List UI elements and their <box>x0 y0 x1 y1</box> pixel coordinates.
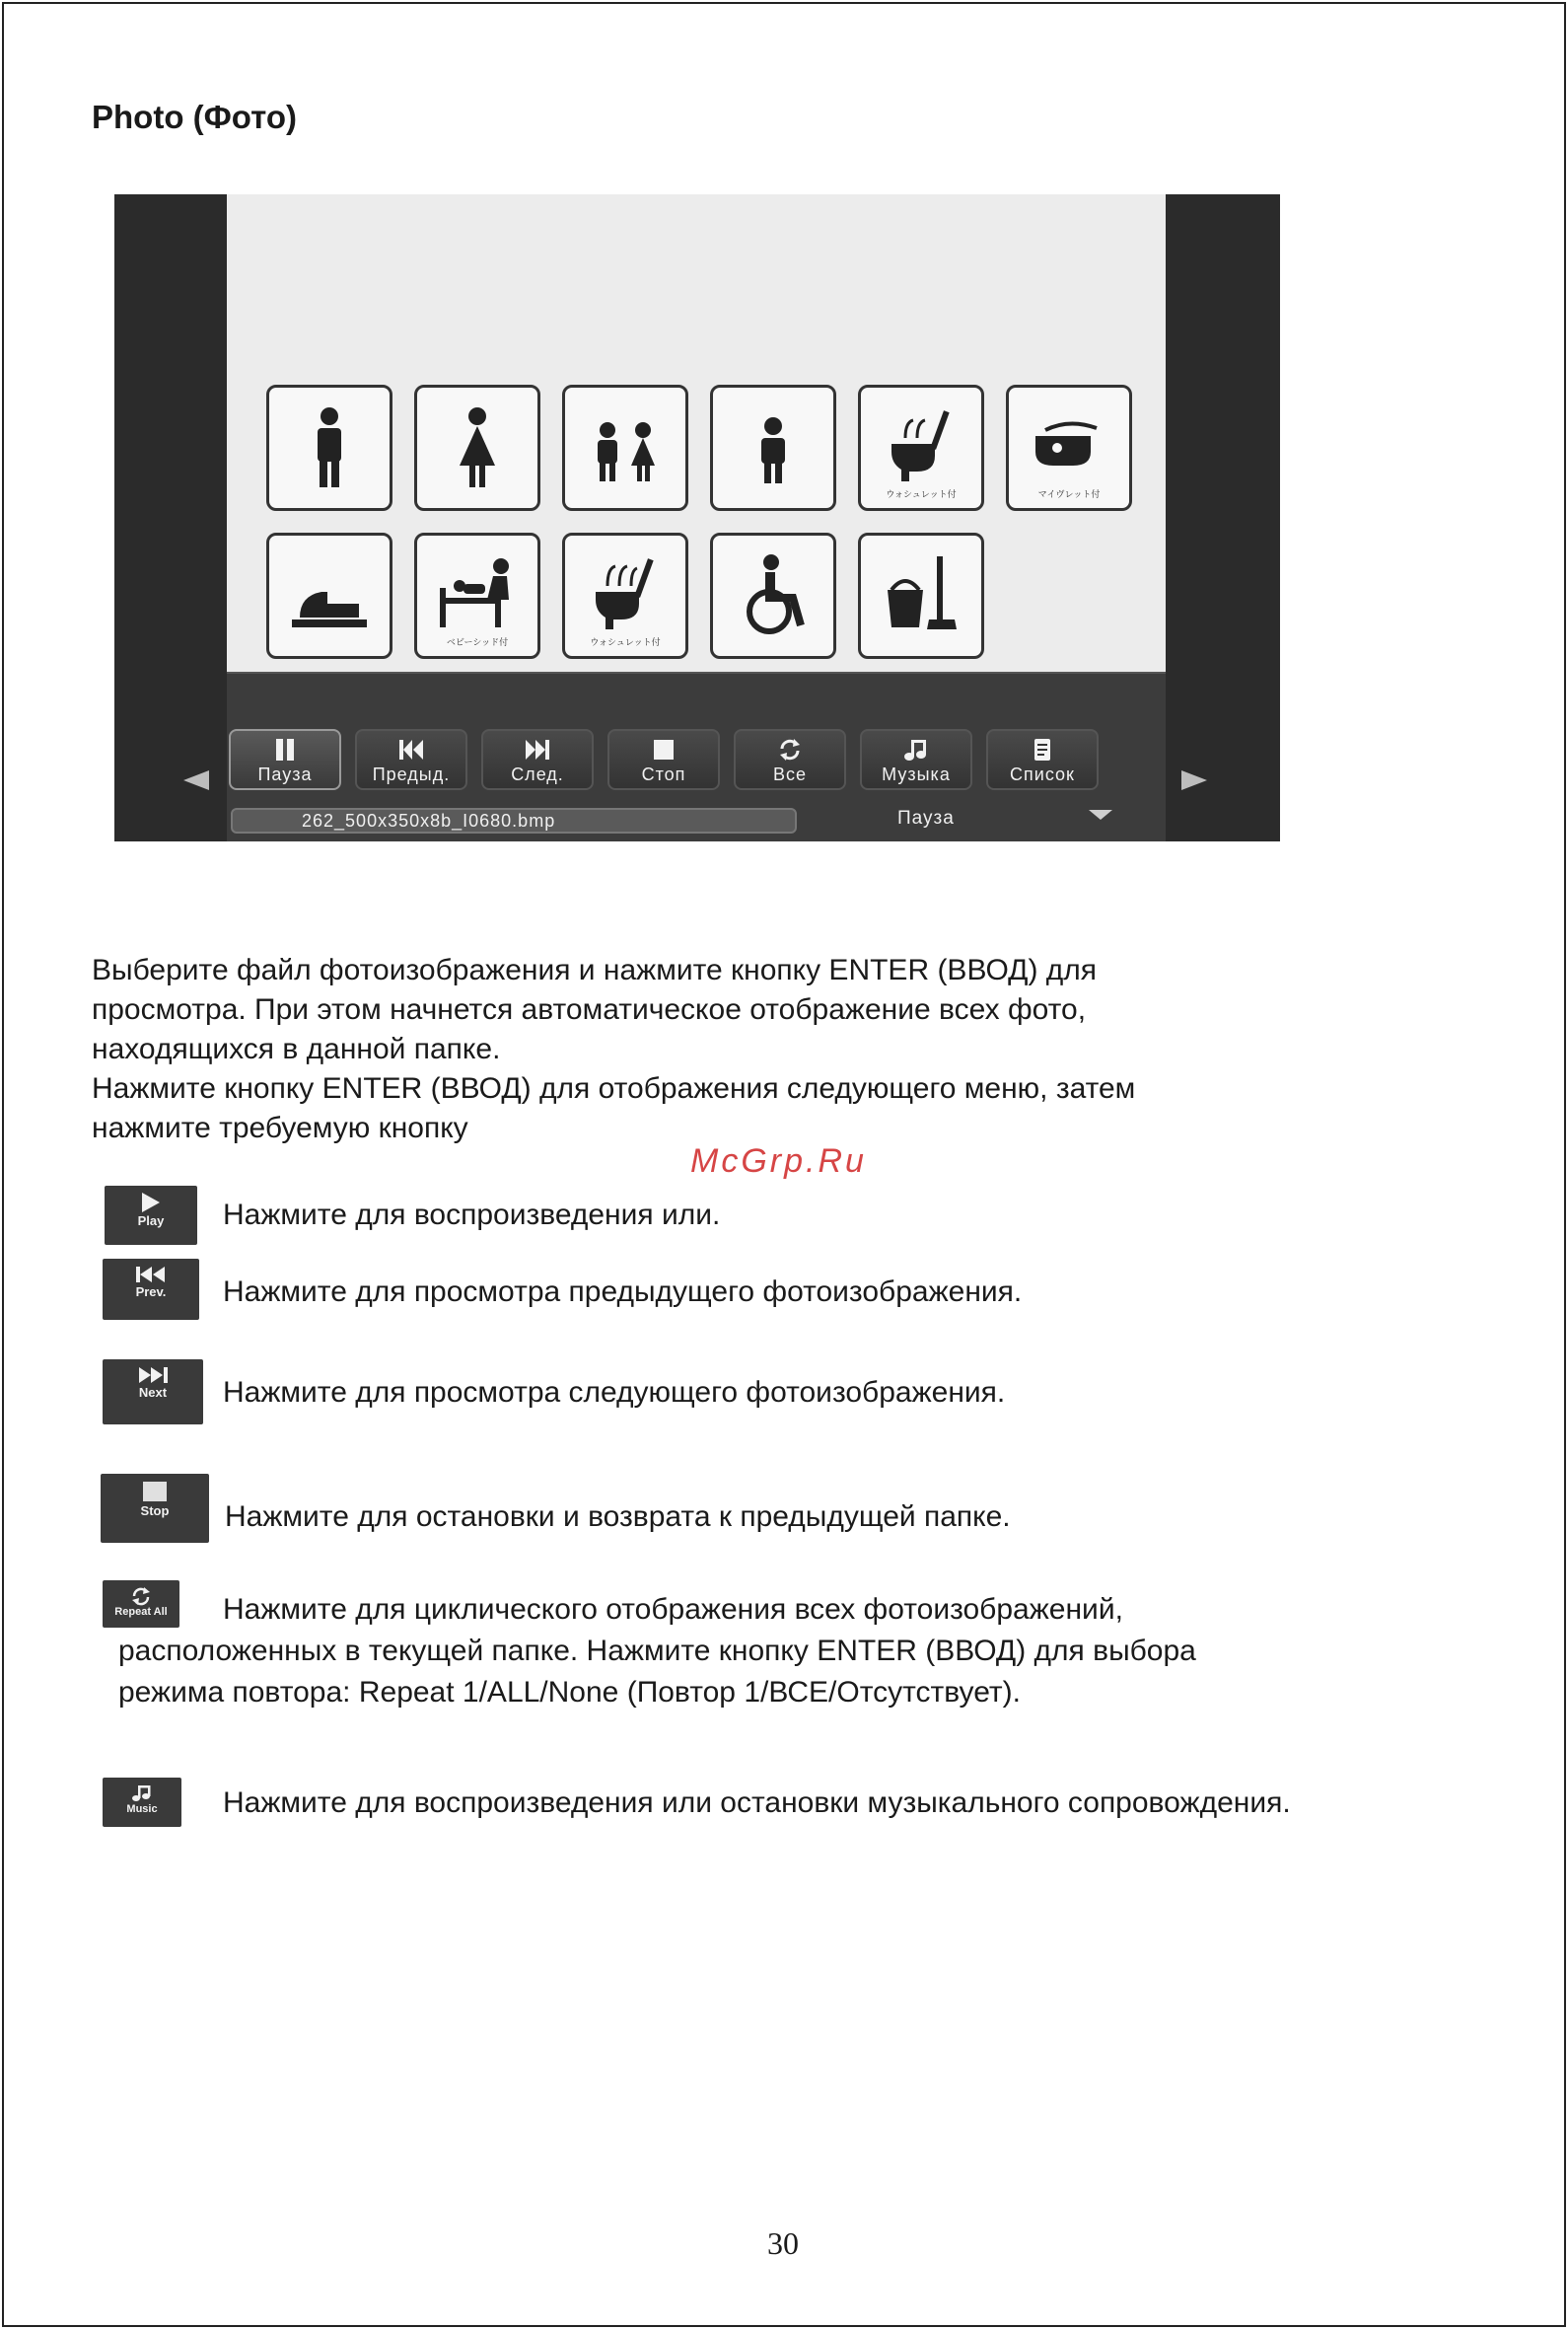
skip-next-icon <box>483 731 592 764</box>
prev-description: Нажмите для просмотра предыдущего фотоизображения. <box>223 1275 1023 1308</box>
music-legend-button <box>103 1778 181 1827</box>
music-description: Нажмите для воспроизведения или остановки музыкального сопровождения. <box>223 1786 1291 1819</box>
intro-line-2: просмотра. При этом начнется автоматическое отображение всех фото, <box>92 993 1087 1026</box>
repeat-all-button[interactable] <box>734 729 846 790</box>
play-description: Нажмите для воспроизведения или. <box>223 1199 721 1231</box>
repeat-icon <box>736 731 844 764</box>
play-icon <box>138 1192 164 1213</box>
child-sign-icon <box>710 385 836 511</box>
repeat-all-caption: Repeat All <box>114 1606 168 1618</box>
next-button[interactable] <box>481 729 594 790</box>
left-letterbox <box>114 194 227 841</box>
stop-label: Стоп <box>641 764 686 784</box>
bidet-sign-icon <box>1006 385 1132 511</box>
skip-next-icon <box>135 1365 171 1385</box>
washlet-toilet-sign-icon <box>858 385 984 511</box>
skip-previous-icon <box>133 1265 169 1284</box>
photo-display <box>227 194 1166 672</box>
pause-icon <box>231 731 339 764</box>
music-button[interactable] <box>860 729 972 790</box>
stop-legend-button <box>101 1474 209 1543</box>
scroll-right-arrow-icon[interactable] <box>1181 770 1207 790</box>
stop-icon <box>140 1480 170 1503</box>
intro-line-5: нажмите требуемую кнопку <box>92 1112 468 1144</box>
stop-description: Нажмите для остановки и возврата к предыдущей папке. <box>225 1500 1011 1533</box>
scroll-left-arrow-icon[interactable] <box>183 770 209 790</box>
expand-down-arrow-icon[interactable] <box>1089 810 1112 820</box>
woman-sign-icon <box>414 385 540 511</box>
filename-bar: 262_500x350x8b_I0680.bmp <box>231 808 797 834</box>
music-caption: Music <box>126 1803 158 1815</box>
children-sign-icon <box>562 385 688 511</box>
right-letterbox <box>1166 194 1280 841</box>
squat-toilet-sign-icon <box>266 533 392 659</box>
repeat-description-line-1: Нажмите для циклического отображения всех фотоизображений, <box>223 1593 1123 1626</box>
next-label: След. <box>511 764 564 784</box>
previous-button[interactable] <box>355 729 467 790</box>
section-title: Photo (Фото) <box>92 99 298 135</box>
photo-mode-screen <box>114 194 1280 841</box>
repeat-icon <box>129 1586 153 1606</box>
repeat-description-line-3: режима повтора: Repeat 1/ALL/None (Повтор 1/ВСЕ/Отсутствует). <box>118 1676 1021 1709</box>
repeat-description-line-2: расположенных в текущей папке. Нажмите кнопку ENTER (ВВОД) для выбора <box>118 1635 1196 1667</box>
list-icon <box>988 731 1097 764</box>
next-legend-button <box>103 1359 203 1424</box>
control-button-row <box>227 729 1166 790</box>
stop-caption: Stop <box>140 1503 170 1518</box>
play-caption: Play <box>137 1213 165 1228</box>
stop-button[interactable] <box>607 729 720 790</box>
sign-caption: ウォシュレット付 <box>886 489 957 499</box>
cleaning-sign-icon <box>858 533 984 659</box>
repeat-all-legend-button <box>103 1580 179 1628</box>
intro-line-1: Выберите файл фотоизображения и нажмите кнопку ENTER (ВВОД) для <box>92 954 1098 986</box>
pause-label: Пауза <box>257 764 313 784</box>
wheelchair-sign-icon <box>710 533 836 659</box>
list-button[interactable] <box>986 729 1099 790</box>
list-label: Список <box>1010 764 1075 784</box>
sign-caption: マイヴレット付 <box>1037 489 1101 499</box>
sign-caption: ベビーシッド付 <box>446 637 509 647</box>
sign-caption: ウォシュレット付 <box>590 637 661 647</box>
watermark: McGrp.Ru <box>690 1142 867 1180</box>
prev-legend-button <box>103 1259 199 1320</box>
next-description: Нажмите для просмотра следующего фотоизображения. <box>223 1376 1006 1409</box>
playback-status: Пауза <box>897 808 955 829</box>
man-sign-icon <box>266 385 392 511</box>
music-note-icon <box>862 731 970 764</box>
music-label: Музыка <box>882 764 951 784</box>
prev-caption: Prev. <box>135 1284 167 1299</box>
intro-line-4: Нажмите кнопку ENTER (ВВОД) для отображения следующего меню, затем <box>92 1072 1136 1105</box>
intro-line-3: находящихся в данной папке. <box>92 1033 501 1065</box>
repeat-all-label: Все <box>772 764 808 784</box>
stop-icon <box>609 731 718 764</box>
skip-previous-icon <box>357 731 465 764</box>
page-number: 30 <box>767 2225 799 2261</box>
previous-label: Предыд. <box>372 764 451 784</box>
music-note-icon <box>130 1783 154 1803</box>
play-legend-button <box>105 1186 197 1245</box>
baby-changing-sign-icon <box>414 533 540 659</box>
pause-button[interactable] <box>229 729 341 790</box>
washlet-sign-icon <box>562 533 688 659</box>
next-caption: Next <box>138 1385 168 1400</box>
